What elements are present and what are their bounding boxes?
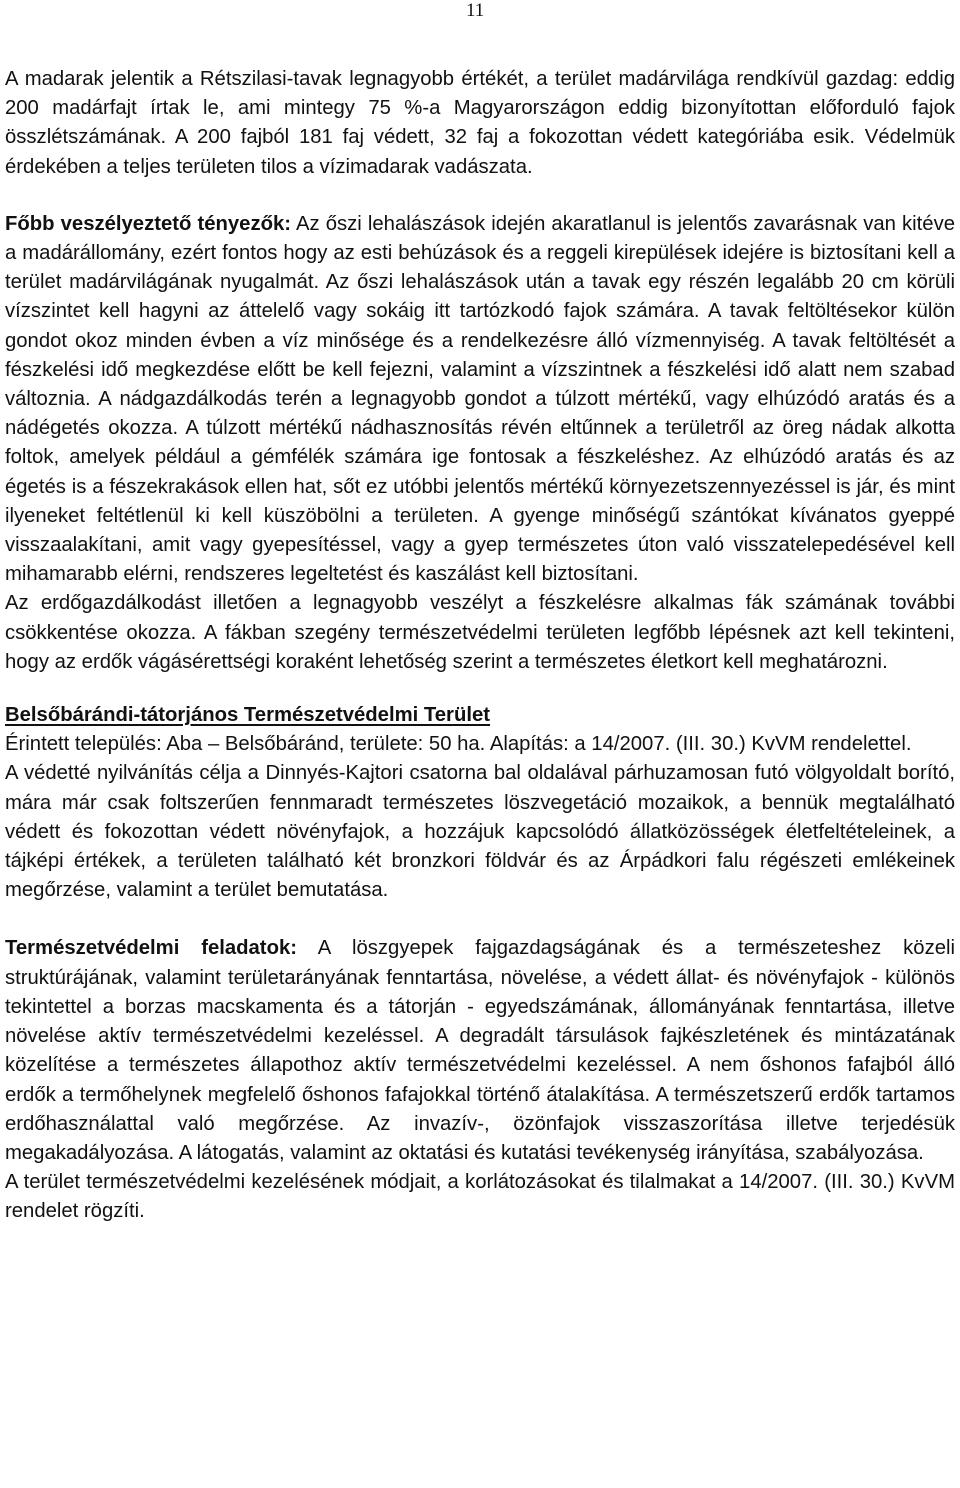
intro-paragraph: A madarak jelentik a Rétszilasi-tavak legnagyobb értékét, a terület madárvilága rendkívül gazdag: eddig 200 madárfajt írtak le, ami mintegy 75 %-a Magyarországon eddig bizonyítottan előforduló fajok összlétszámának. A 200 fajból 181 faj védett, 32 faj a fokozottan védett kategóriába esik. Védelmük érdekében a teljes területen tilos a vízimadarak vadászata. <box>5 68 955 178</box>
tasks-paragraph <box>5 934 955 1168</box>
threats-text: Az őszi lehalászások idején akaratlanul is jelentős zavarásnak van kitéve a madárállomány, ezért fontos hogy az esti behúzások és a reggeli kirepülések idejére is biztosítani kell a terület madárvilágának nyugalmát. Az őszi lehalászások után a tavak egy részén legalább 20 cm körüli vízszintet kell hagyni az áttelelő vagy sokáig itt tartózkodó fajok számára. A tavak feltöltésekor külön gondot okoz minden évben a víz minősége és a rendelkezésre álló vízmennyiség. A tavak feltöltését a fészkelési idő megkezdése előtt be kell fejezni, valamint a vízszintnek a fészkelési idő alatt nem szabad változnia. A nádgazdálkodás terén a legnagyobb gondot a túlzott mértékű, vagy elhúzódó aratás és a nádégetés okozza. A túlzott mértékű nádhasznosítás révén eltűnnek a területről az öreg nádak alkotta foltok, amelyek például a gémfélék számára ige fontosak a fészkeléshez. Az elhúzódó aratás és az égetés is a fészekrakások ellen hat, sőt ez utóbbi jelentős mértékű környezetszennyezéssel is jár, és mint ilyeneket feltétlenül ki kell küszöbölni a területen. A gyenge minőségű szántókat kívánatos gyeppé visszaalakítani, amit vagy gyepesítéssel, vagy a gyep természetes úton való visszatelepedésével kell mihamarabb elérni, rendszeres legeltetést és kaszálást kell biztosítani. <box>5 212 955 586</box>
forestry-paragraph: Az erdőgazdálkodást illetően a legnagyobb veszélyt a fészkelésre alkalmas fák számának további csökkentése okozza. A fákban szegény természetvédelmi területen legfőbb lépésnek azt kell tekinteni, hogy az erdők vágásérettségi koraként lehetőség szerint a természetes életkort kell meghatározni. <box>5 592 955 673</box>
document-body <box>5 65 955 1227</box>
closing-paragraph: A terület természetvédelmi kezelésének módjait, a korlátozásokat és tilalmakat a 14/2007. (III. 30.) KvVM rendelet rögzíti. <box>5 1171 955 1223</box>
threats-paragraph <box>5 210 955 590</box>
purpose-paragraph: A védetté nyilvánítás célja a Dinnyés-Kajtori csatorna bal oldalával párhuzamosan futó völgyoldalt borító, mára már csak foltszerűen fennmaradt természetes löszvegetáció mozaikok, a bennük megtalálható védett és fokozottan védett növényfajok, a hozzájuk kapcsolódó állatközösségek életfeltételeinek, a tájképi értékek, a területen található két bronzkori földvár és az Árpádkori falu régészeti emlékeinek megőrzése, valamint a terület bemutatása. <box>5 762 955 902</box>
tasks-text: A löszgyepek fajgazdagságának és a természeteshez közeli struktúrájának, valamint területarányának fenntartása, növelése, a védett állat- és növényfajok - különös tekintettel a borzas macskamenta és a tátorján - egyedszámának, állományának fenntartása, illetve növelése aktív természetvédelmi kezeléssel. A degradált társulások fajkészletének és mintázatának közelítése a természetes állapothoz aktív természetvédelmi kezeléssel. A nem őshonos fafajból álló erdők a termőhelynek megfelelő őshonos fafajokkal történő átalakítása. A természetszerű erdők tartamos erdőhasználattal való megőrzése. Az invazív-, özönfajok visszaszorítása illetve terjedésük megakadályozása. A látogatás, valamint az oktatási és kutatási tevékenység irányítása, szabályozása. <box>5 937 956 1164</box>
tasks-lead: Természetvédelmi feladatok: <box>5 937 297 960</box>
threats-lead: Főbb veszélyeztető tényezők: <box>5 212 292 235</box>
page-number: 11 <box>466 0 485 21</box>
section-heading: Belsőbárándi-tátorjános Természetvédelmi Terület <box>5 704 491 727</box>
settlement-paragraph: Érintett település: Aba – Belsőbáránd, területe: 50 ha. Alapítás: a 14/2007. (III. 30.) KvVM rendelettel. <box>5 733 912 756</box>
